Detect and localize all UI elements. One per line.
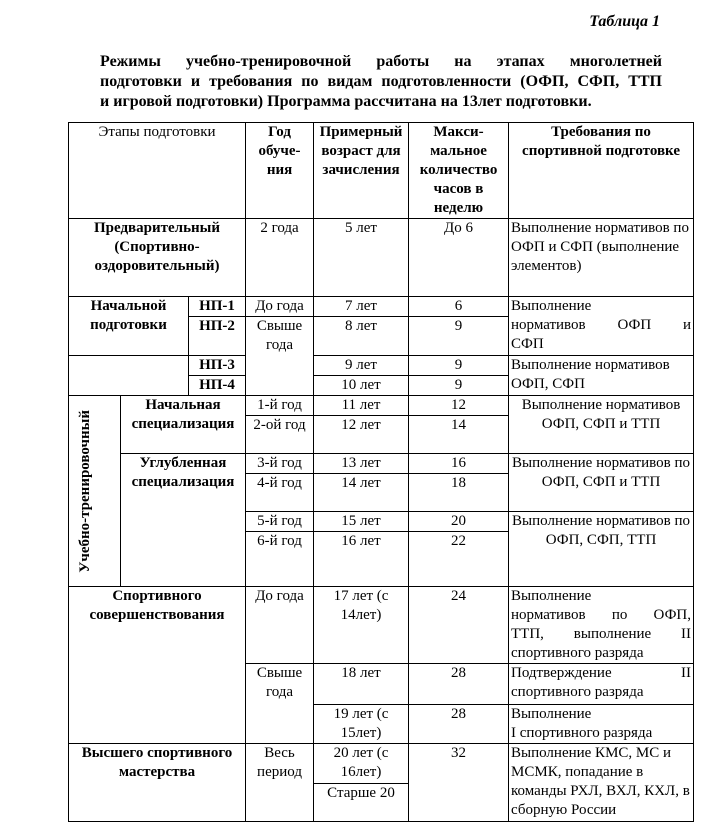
cell-hours: 18 <box>409 474 509 512</box>
cell-hours: 6 <box>409 297 509 317</box>
cell-hours: 9 <box>409 317 509 356</box>
header-year: Год обуче-ния <box>246 123 314 219</box>
table-caption: Таблица 1 <box>589 13 660 30</box>
cell-year: До года <box>246 587 314 664</box>
cell-age: 20 лет (с 16лет) <box>314 744 409 784</box>
substage-deep-specialization: Углубленная специализация <box>121 454 246 587</box>
req-line: Выполнение <box>511 588 592 604</box>
group-np3: НП-3 <box>189 356 246 376</box>
cell-age: 17 лет (с 14лет) <box>314 587 409 664</box>
training-modes-table <box>68 122 694 822</box>
cell-age: 18 лет <box>314 664 409 705</box>
cell-hours: 32 <box>409 744 509 822</box>
table-row <box>69 356 694 376</box>
cell-year: До года <box>246 297 314 317</box>
table-row <box>69 454 694 474</box>
header-hours: Макси-мальное количество часов в неделю <box>409 123 509 219</box>
cell-hours: До 6 <box>409 219 509 297</box>
cell-age: 19 лет (с 15лет) <box>314 705 409 744</box>
cell-hours: 12 <box>409 396 509 416</box>
cell-year: 1-й год <box>246 396 314 416</box>
req-line: I спортивного разряда <box>511 725 653 741</box>
cell-requirements: Выполнение нормативов ОФП, СФП <box>509 356 694 396</box>
cell-age: 12 лет <box>314 416 409 454</box>
req-line: Подтверждение II <box>511 665 692 681</box>
cell-age: 11 лет <box>314 396 409 416</box>
stage-higher-mastery: Высшего спортивного мастерства <box>69 744 246 822</box>
table-row <box>69 297 694 317</box>
cell-requirements: Выполнение нормативов по ОФП и СФП (выполнение элементов) <box>509 219 694 297</box>
req-line: ТТП, выполнение II <box>511 626 692 642</box>
cell-age: 13 лет <box>314 454 409 474</box>
title-line: и игровой подготовки) Программа рассчитана на 13лет подготовки. <box>100 93 592 110</box>
cell-hours: 14 <box>409 416 509 454</box>
cell-hours: 16 <box>409 454 509 474</box>
cell-year: 6-й год <box>246 532 314 587</box>
stage-training <box>69 396 121 587</box>
table-row <box>69 744 694 784</box>
stage-initial-continued <box>69 356 189 376</box>
cell-hours: 28 <box>409 705 509 744</box>
cell-hours: 28 <box>409 664 509 705</box>
header-requirements: Требования по спортивной подготовке <box>509 123 694 219</box>
cell-year: 3-й год <box>246 454 314 474</box>
substage-initial-specialization: Начальная специализация <box>121 396 246 454</box>
req-line: нормативов ОФП и <box>511 317 692 333</box>
cell-age: 15 лет <box>314 512 409 532</box>
header-age: Примерный возраст для зачисления <box>314 123 409 219</box>
cell-hours: 9 <box>409 356 509 376</box>
header-row <box>69 123 694 219</box>
cell-requirements <box>509 297 694 356</box>
cell-requirements <box>509 664 694 705</box>
cell-requirements: Выполнение нормативов ОФП, СФП и ТТП <box>509 396 694 454</box>
group-np1: НП-1 <box>189 297 246 317</box>
cell-hours: 20 <box>409 512 509 532</box>
stage-prelim: Предварительный (Спортивно-оздоровительный) <box>69 219 246 297</box>
cell-year: 4-й год <box>246 474 314 512</box>
cell-age: 14 лет <box>314 474 409 512</box>
cell-age: 5 лет <box>314 219 409 297</box>
req-line: спортивного разряда <box>511 684 644 700</box>
cell-age: 8 лет <box>314 317 409 356</box>
req-line: Выполнение <box>511 706 592 722</box>
req-line: нормативов по ОФП, <box>511 607 692 623</box>
cell-requirements: Выполнение нормативов по ОФП, СФП, ТТП <box>509 512 694 587</box>
stage-initial: Начальной подготовки <box>69 297 189 356</box>
title-line: Режимы учебно-тренировочной работы на этапах многолетней <box>100 53 662 70</box>
cell-hours: 22 <box>409 532 509 587</box>
cell-year: Свыше года <box>246 664 314 744</box>
req-line: СФП <box>511 336 544 352</box>
cell-age: 7 лет <box>314 297 409 317</box>
cell-hours: 24 <box>409 587 509 664</box>
cell-requirements <box>509 705 694 744</box>
stage-training-label: Учебно-тренировочный <box>76 409 93 573</box>
cell-year: 2 года <box>246 219 314 297</box>
cell-requirements: Выполнение КМС, МС и МСМК, попадание в команды РХЛ, ВХЛ, КХЛ, в сборную России <box>509 744 694 822</box>
cell-hours: 9 <box>409 376 509 396</box>
cell-age: Старше 20 <box>314 784 409 822</box>
req-line: спортивного разряда <box>511 645 644 661</box>
group-np2: НП-2 <box>189 317 246 356</box>
cell-requirements <box>509 587 694 664</box>
cell-year: 2-ой год <box>246 416 314 454</box>
group-np4: НП-4 <box>189 376 246 396</box>
cell-year: Весь период <box>246 744 314 822</box>
title-line: подготовки и требования по видам подготовленности (ОФП, СФП, ТТП <box>100 73 662 90</box>
cell-year: Свыше года <box>246 317 314 396</box>
cell-age: 10 лет <box>314 376 409 396</box>
cell-age: 9 лет <box>314 356 409 376</box>
cell-requirements: Выполнение нормативов по ОФП, СФП и ТТП <box>509 454 694 512</box>
table-row <box>69 587 694 664</box>
stage-sport-improvement: Спортивного совершенствования <box>69 587 246 744</box>
table-title <box>100 52 662 112</box>
cell-age: 16 лет <box>314 532 409 587</box>
req-line: Выполнение <box>511 298 592 314</box>
stage-initial-continued <box>69 376 189 396</box>
table-row <box>69 396 694 416</box>
table-row <box>69 219 694 297</box>
header-stages: Этапы подготовки <box>69 123 246 219</box>
cell-year: 5-й год <box>246 512 314 532</box>
